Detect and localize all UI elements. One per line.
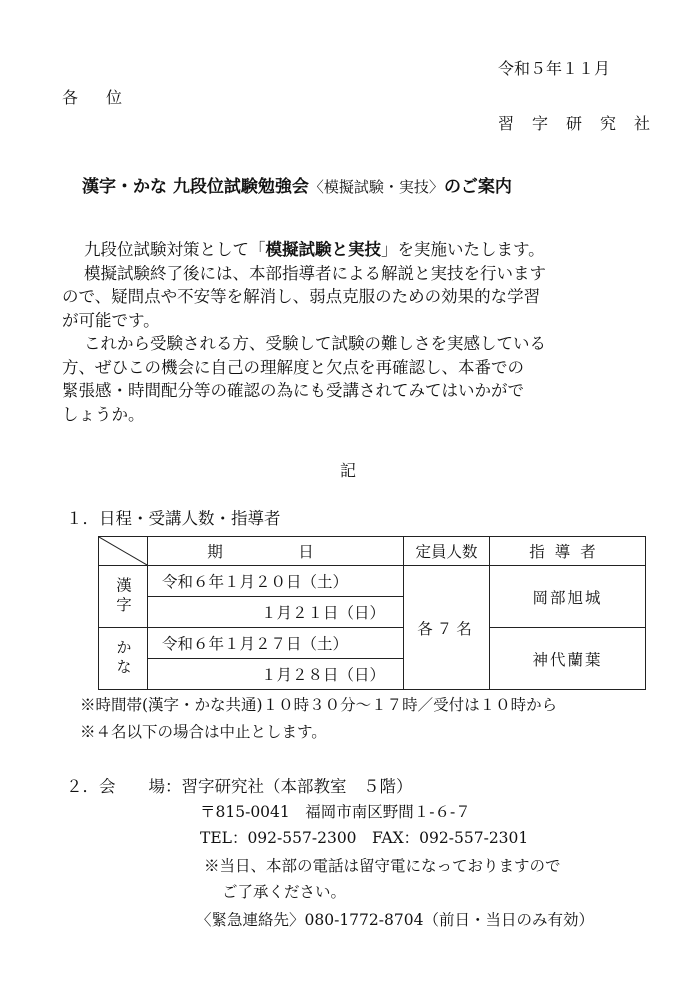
intro-p2-line: が可能です。 <box>62 310 160 330</box>
document-title <box>82 172 512 197</box>
sender: 習 字 研 究 社 <box>498 114 652 133</box>
emergency-contact: 〈緊急連絡先〉080-1772-8704（前日・当日のみ有効） <box>196 911 594 929</box>
intro-p1 <box>62 238 546 262</box>
date-cell: 令和６年１月２７日（土） <box>148 628 404 659</box>
issue-date: 令和５年１１月 <box>498 59 611 78</box>
ki-marker: 記 <box>340 461 357 480</box>
title-sub: 〈模擬試験・実技〉 <box>308 178 444 196</box>
header-period: 期 日 <box>148 537 404 566</box>
intro-p1-bold: 模擬試験と実技 <box>265 240 381 259</box>
phone-note-line: ※当日、本部の電話は留守電になっておりますので <box>204 857 561 875</box>
leader-cell: 神代蘭葉 <box>490 628 646 690</box>
title-main: 漢字・かな 九段位試験勉強会 <box>82 177 309 197</box>
note-time: ※時間帯(漢字・かな共通)１０時３０分～１７時／受付は１０時から <box>80 696 558 714</box>
intro-p1-post: 」を実施いたします。 <box>381 240 545 259</box>
intro-p3-line: 緊張感・時間配分等の確認の為にも受講されてみてはいかがで <box>62 381 524 400</box>
intro-paragraphs <box>62 238 546 426</box>
table-row <box>99 628 646 659</box>
section2-heading: ２．会 場：習字研究社（本部教室 ５階） <box>66 777 413 796</box>
intro-p3-line: これから受験される方、受験して試験の難しさを実感している <box>84 334 546 353</box>
intro-p3-line: しょうか。 <box>62 404 145 424</box>
intro-p2-line: ので、疑問点や不安等を解消し、弱点克服のための効果的な学習 <box>62 287 541 306</box>
capacity-cell: 各７名 <box>404 566 490 690</box>
category-cell: かな <box>99 628 148 690</box>
category-cell: 漢字 <box>99 566 148 628</box>
leader-cell: 岡部旭城 <box>490 566 646 628</box>
table-row <box>99 566 646 597</box>
section1-heading: １．日程・受講人数・指導者 <box>66 509 281 528</box>
intro-p3-line: 方、ぜひこの機会に自己の理解度と欠点を再確認し、本番での <box>62 357 524 377</box>
venue-phone: TEL：092-557-2300 FAX：092-557-2301 <box>200 829 529 847</box>
date-cell: １月２８日（日） <box>148 659 404 690</box>
title-tail: のご案内 <box>443 177 512 197</box>
schedule-table <box>98 536 646 690</box>
header-leader: 指導者 <box>490 537 646 566</box>
header-capacity: 定員人数 <box>404 537 490 566</box>
venue-address: 〒815-0041 福岡市南区野間１-６-７ <box>200 803 471 821</box>
note-cancel: ※４名以下の場合は中止とします。 <box>80 723 327 741</box>
recipient: 各 位 <box>62 88 129 107</box>
table-header-row <box>99 537 646 566</box>
intro-p1-pre: 九段位試験対策として「 <box>84 240 266 259</box>
intro-p2-line: 模擬試験終了後には、本部指導者による解説と実技を行います <box>84 263 546 283</box>
date-cell: 令和６年１月２０日（土） <box>148 566 404 597</box>
date-cell: １月２１日（日） <box>148 597 404 628</box>
diagonal-cell <box>99 537 148 566</box>
phone-note-line: ご了承ください。 <box>222 883 347 901</box>
